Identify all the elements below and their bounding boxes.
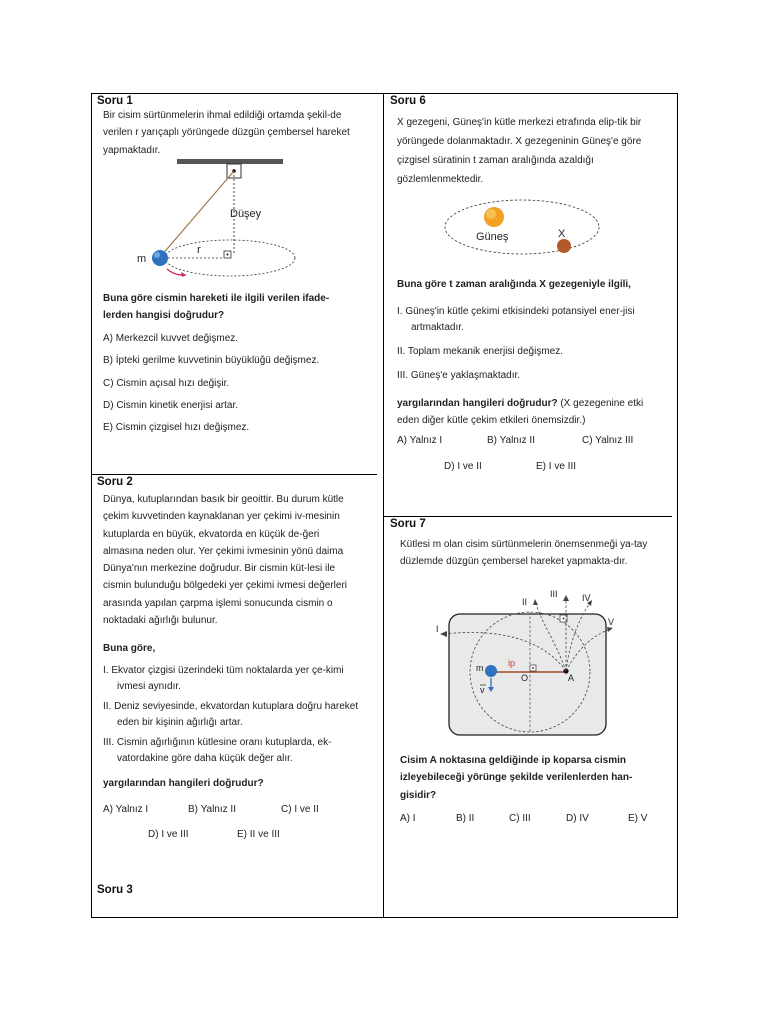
label-ip: ip [508, 658, 516, 668]
q2-statements [103, 663, 359, 767]
q2-statement-1: I. Ekvator çizgisi üzerindeki tüm noktalarda yer çe-kimi ivmesi aynıdır. [103, 665, 344, 692]
q7-text: Kütlesi m olan cisim sürtünmelerin önemsenmeği ya-tay düzlemde düzgün çembersel hareket yapmakta-dır. [400, 539, 648, 568]
mass-ball [152, 250, 168, 266]
q6-question: Buna göre t zaman aralığında X gezegeniyle ilgili, [397, 279, 631, 290]
q7-option-c[interactable]: C) III [509, 813, 531, 824]
q7-option-e[interactable]: E) V [628, 813, 648, 824]
q1-title: Soru 1 [97, 95, 133, 107]
label-iii: III [550, 589, 558, 599]
label-gunes: Güneş [476, 231, 509, 243]
ceiling-bar [177, 159, 283, 164]
mass-m [485, 665, 497, 677]
q6-statements [397, 304, 657, 384]
q6-statement-3: III. Güneş'e yaklaşmaktadır. [397, 370, 521, 381]
q6-option-a[interactable]: A) Yalnız I [397, 435, 443, 446]
q1-question: Buna göre cismin hareketi ile ilgili verilen ifade-lerden hangisi doğrudur? [103, 293, 330, 322]
q2-option-c[interactable]: C) I ve II [281, 804, 319, 815]
q2-option-e[interactable]: E) II ve III [237, 829, 280, 840]
q1-option-d[interactable]: D) Cismin kinetik enerjisi artar. [103, 399, 239, 411]
q7-option-d[interactable]: D) IV [566, 813, 589, 824]
column-divider [383, 93, 384, 918]
q2-question: yargılarından hangileri doğrudur? [103, 778, 264, 789]
label-m: m [137, 253, 147, 265]
q6-title: Soru 6 [390, 95, 426, 107]
label-v: V [608, 617, 615, 627]
q6-option-e[interactable]: E) I ve III [536, 461, 577, 472]
q7-title: Soru 7 [390, 518, 426, 530]
q2-option-b[interactable]: B) Yalnız II [188, 804, 236, 815]
q6-orbit-figure [440, 190, 610, 260]
q6-question2-main: yargılarından hangileri doğrudur? [397, 398, 558, 409]
label-r: r [197, 244, 201, 256]
q2-option-d[interactable]: D) I ve III [148, 829, 189, 840]
q7-question: Cisim A noktasına geldiğinde ip koparsa cismin izleyebileceği yörünge şekilde verilenlerden han-gisidir? [400, 755, 633, 801]
q1-text: Bir cisim sürtünmelerin ihmal edildiği ortamda şekil-de verilen r yarıçaplı yörüngede düzgün çembersel hareket yapmaktadır. [103, 110, 350, 156]
label-ii: II [522, 597, 528, 607]
q7-trajectory-figure [430, 585, 620, 740]
label-v-vector: v [480, 685, 485, 695]
label-x: X [558, 228, 566, 240]
q1-option-a[interactable]: A) Merkezcil kuvvet değişmez. [103, 333, 239, 344]
divider-q1-q2 [91, 474, 377, 475]
q6-question2 [397, 395, 657, 430]
q7-option-a[interactable]: A) I [400, 813, 416, 824]
q6-option-d[interactable]: D) I ve II [444, 461, 482, 472]
q2-text: Dünya, kutuplarından basık bir geoittir. Bu durum kütle çekim kuvvetinden kaynaklanan yer çekimi iv-mesinin kutuplarda en büyük, ekvatorda en küçük de-ğeri almasına neden olur. Yer çekimi ivmesinin yönü daima Dünya'nın merkezine doğrudur. Bir cismin küt-lesi ile cismin bulunduğu bölgedeki yer çekimi ivmesi değerleri arasında yapılan çarpma işlemi sonucunda cismin o noktadaki ağırlığı bulunur. [103, 494, 348, 627]
q2-lead: Buna göre, [103, 643, 156, 654]
q1-option-e[interactable]: E) Cismin çizgisel hızı değişmez. [103, 422, 250, 434]
label-iv: IV [582, 593, 591, 603]
elliptical-orbit [445, 200, 599, 254]
label-m: m [476, 663, 484, 673]
q6-note: (X gezegenine etki eden diğer kütle çekim etkileri önemsizdir.) [397, 398, 644, 427]
q1-option-c[interactable]: C) Cismin açısal hızı değişir. [103, 377, 230, 389]
q2-statement-2: II. Deniz seviyesinde, ekvatordan kutuplara doğru hareket eden bir kişinin ağırlığı artar. [103, 701, 359, 728]
q2-option-a[interactable]: A) Yalnız I [103, 804, 149, 815]
q6-text: X gezegeni, Güneş'in kütle merkezi etrafında elip-tik bir yörüngede dolanmaktadır. X gezegeninin Güneş'e göre çizgisel süratinin t zaman aralığında azaldığı gözlemlenmektedir. [397, 117, 642, 185]
q6-statement-2: II. Toplam mekanik enerjisi değişmez. [397, 346, 563, 357]
label-i: I [436, 624, 439, 634]
q2-title: Soru 2 [97, 476, 133, 488]
q1-option-b[interactable]: B) İpteki gerilme kuvvetinin büyüklüğü değişmez. [103, 355, 320, 367]
q3-title: Soru 3 [97, 884, 133, 896]
q7-option-b[interactable]: B) II [456, 813, 475, 824]
q1-options [103, 328, 363, 439]
q6-option-b[interactable]: B) Yalnız II [487, 435, 535, 446]
q1-conical-pendulum-figure [130, 155, 305, 285]
q6-statement-1: I. Güneş'in kütle çekimi etkisindeki potansiyel ener-jisi artmaktadır. [397, 306, 635, 333]
divider-q6-q7 [384, 516, 672, 517]
label-a: A [568, 673, 575, 683]
planet-x [557, 239, 571, 253]
label-o: O [521, 673, 529, 683]
label-dusey: Düşey [230, 208, 262, 220]
q2-statement-3: III. Cismin ağırlığının kütlesine oranı kutuplarda, ek-vatordakine göre daha küçük değer alır. [103, 737, 332, 764]
q6-option-c[interactable]: C) Yalnız III [582, 435, 634, 446]
